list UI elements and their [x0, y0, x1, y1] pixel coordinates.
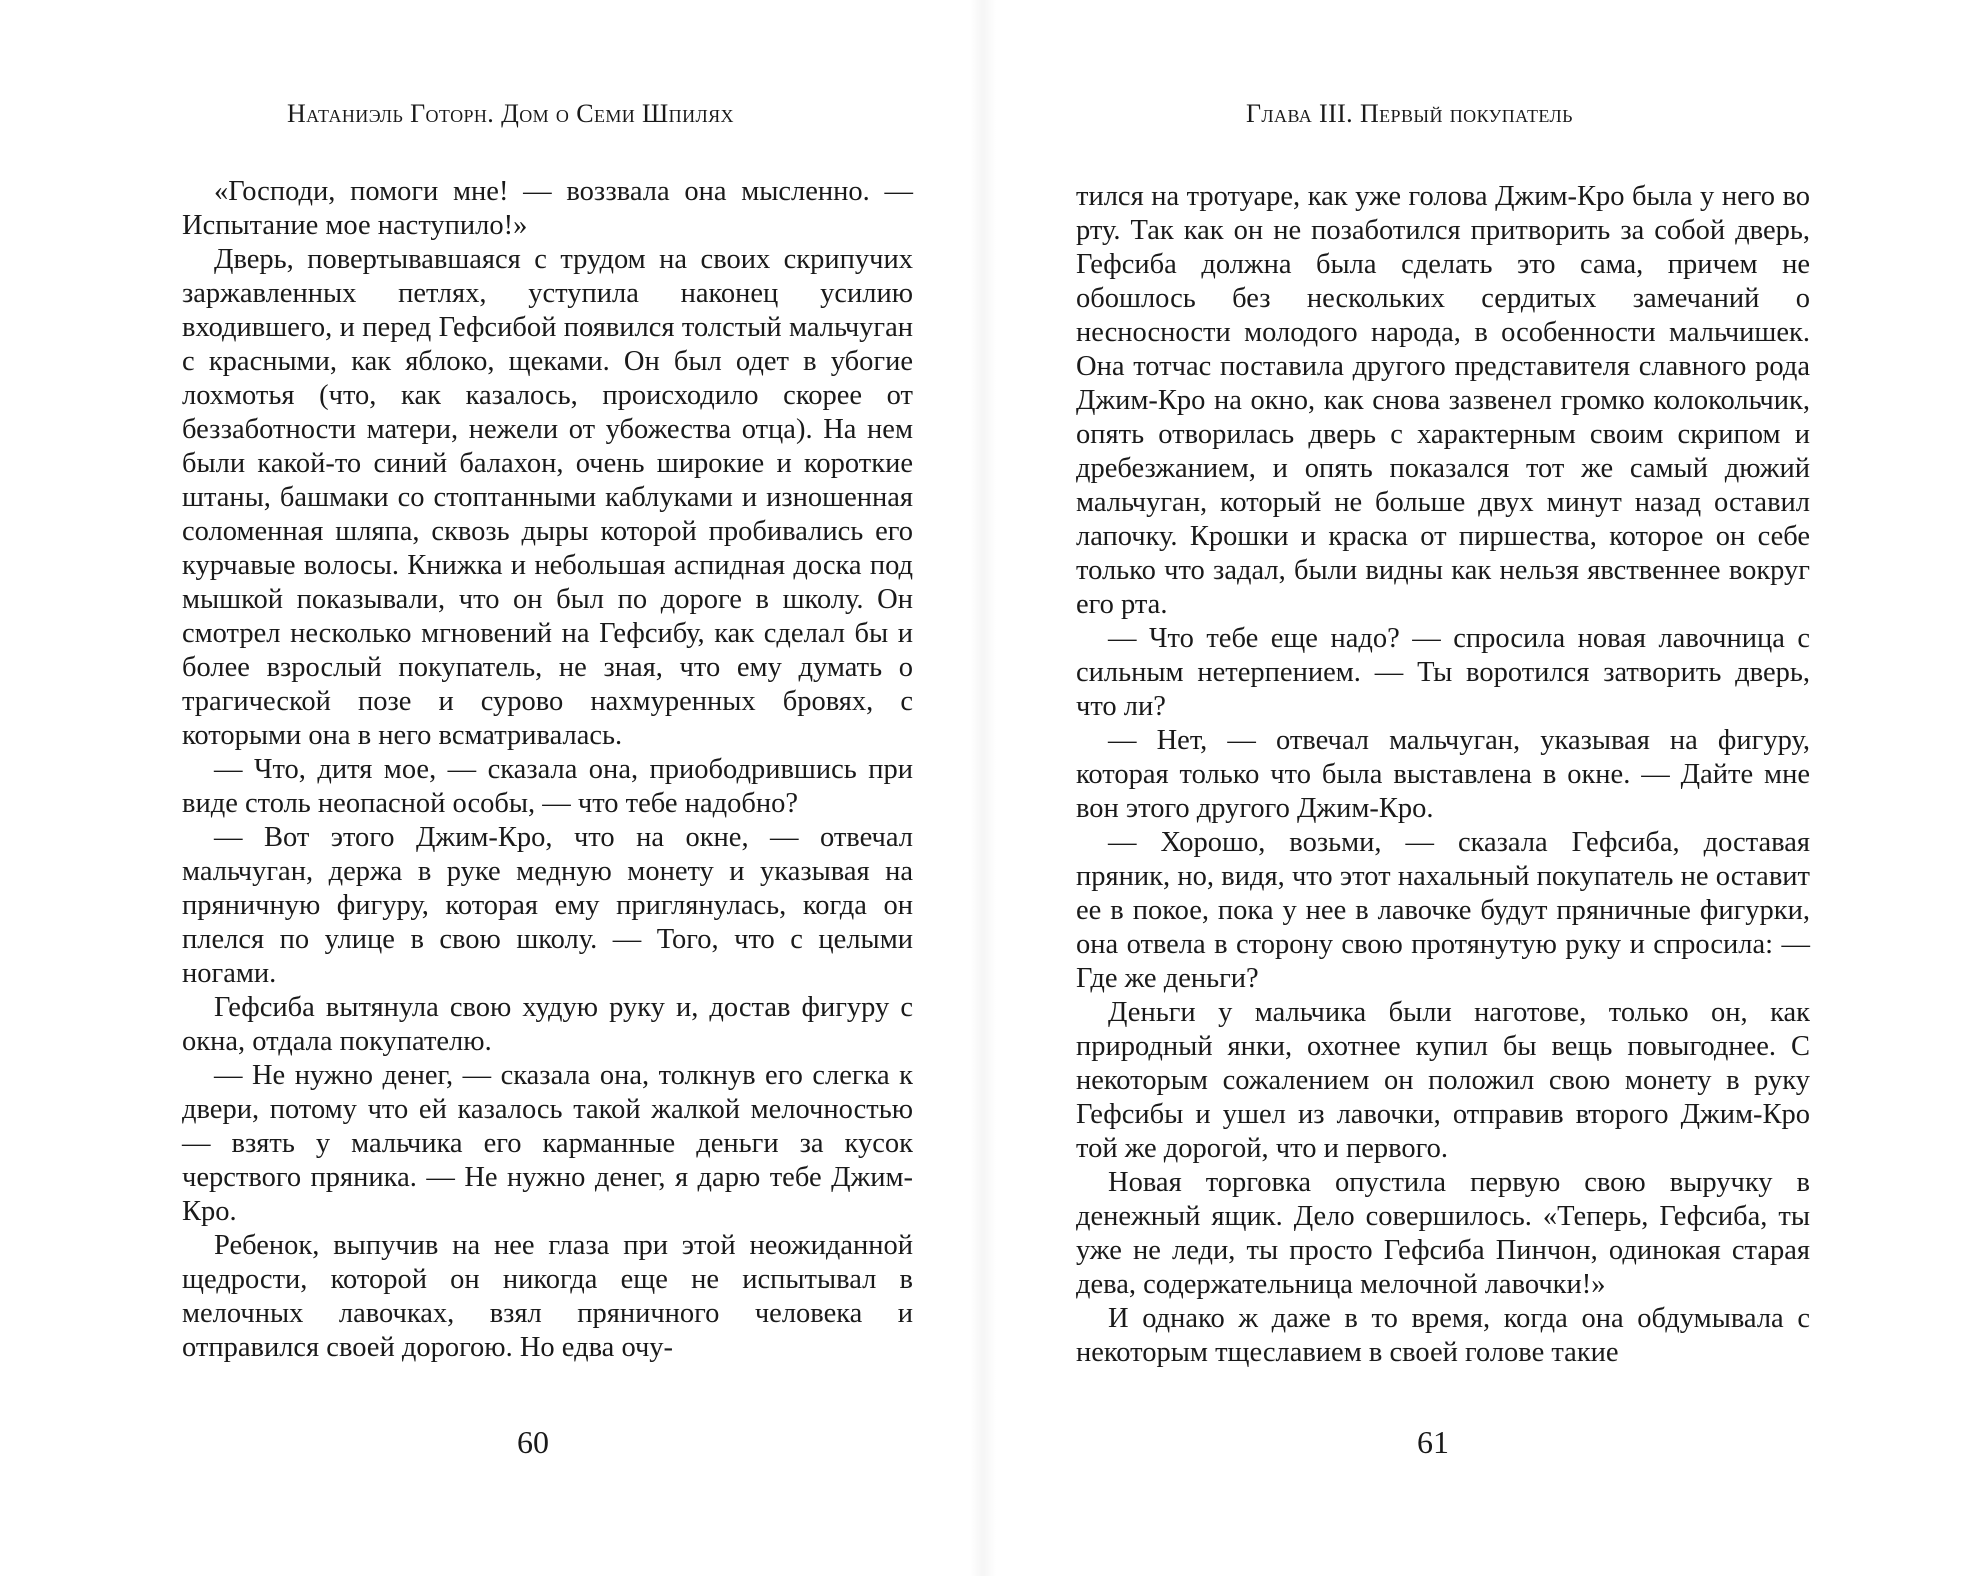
left-page-number: 60	[517, 1424, 549, 1460]
paragraph: «Господи, помоги мне! — воззвала она мысленно. — Испытание мое наступило!»	[182, 176, 913, 241]
paragraph: И однако ж даже в то время, когда она обдумывала с некоторым тщеславием в своей голове такие	[1076, 1303, 1810, 1368]
left-running-head: Натаниэль Готорн. Дом о Семи Шпилях	[287, 99, 734, 128]
right-page-number: 61	[1417, 1424, 1449, 1460]
paragraph: Дверь, повертывавшаяся с трудом на своих скрипучих заржавленных петлях, уступила наконец усилию входившего, и перед Гефсибой появился толстый мальчуган с красными, как яблоко, щеками. Он был одет в убогие лохмотья (что, как казалось, происходило скорее от беззаботности матери, нежели от убожества отца). На нем были какой-то синий балахон, очень широкие и короткие штаны, башмаки со стоптанными каблуками и изношенная соломенная шляпа, сквозь дыры которой пробивались его курчавые волосы. Книжка и небольшая аспидная доска под мышкой показывали, что он был по дороге в школу. Он смотрел несколько мгновений на Гефсибу, как сделал бы и более взрослый покупатель, не зная, что ему думать о трагической позе и сурово нахмуренных бровях, с которыми она в него всматривалась.	[182, 244, 913, 751]
paragraph: Деньги у мальчика были наготове, только он, как природный янки, охотнее купил бы вещь повыгоднее. С некоторым сожалением он положил свою монету в руку Гефсибы и ушел из лавочки, отправив второго Джим-Кро той же дорогой, что и первого.	[1076, 997, 1810, 1164]
paragraph: — Не нужно денег, — сказала она, толкнув его слегка к двери, потому что ей казалось такой жалкой мелочностью — взять у мальчика его карманные деньги за кусок черствого пряника. — Не нужно денег, я дарю тебе Джим-Кро.	[182, 1060, 913, 1227]
paragraph: тился на тротуаре, как уже голова Джим-Кро была у него во рту. Так как он не позаботился притворить за собой дверь, Гефсиба должна была сделать это сама, причем не обошлось без нескольких сердитых замечаний о несносности молодого народа, в особенности мальчишек. Она тотчас поставила другого представителя славного рода Джим-Кро на окно, как снова зазвенел громко колокольчик, опять отворилась дверь с характерным своим скрипом и дребезжанием, и опять показался тот же самый дюжий мальчуган, который не больше двух минут назад оставил лапочку. Крошки и краска от пиршества, которое он себе только что задал, были видны как нельзя явственнее вокруг его рта.	[1076, 181, 1810, 620]
paragraph: — Хорошо, возьми, — сказала Гефсиба, доставая пряник, но, видя, что этот нахальный покупатель не оставит ее в покое, пока у нее в лавочке будут пряничные фигурки, она отвела в сторону свою протянутую руку и спросила: — Где же деньги?	[1076, 827, 1810, 994]
right-body-text	[1076, 180, 1810, 1370]
paragraph: Новая торговка опустила первую свою выручку в денежный ящик. Дело совершилось. «Теперь, Гефсиба, ты уже не леди, ты просто Гефсиба Пинчон, одинокая старая дева, содержательница мелочной лавочки!»	[1076, 1167, 1810, 1300]
paragraph: Ребенок, выпучив на нее глаза при этой неожиданной щедрости, которой он никогда еще не испытывал в мелочных лавочках, взял пряничного человека и отправился своей дорогою. Но едва очу-	[182, 1230, 913, 1363]
paragraph: — Что, дитя мое, — сказала она, приободрившись при виде столь неопасной особы, — что тебе надобно?	[182, 754, 913, 819]
paragraph: Гефсиба вытянула свою худую руку и, достав фигуру с окна, отдала покупателю.	[182, 992, 913, 1057]
paragraph: — Что тебе еще надо? — спросила новая лавочница с сильным нетерпением. — Ты воротился затворить дверь, что ли?	[1076, 623, 1810, 722]
left-body-text	[182, 175, 913, 1365]
paragraph: — Вот этого Джим-Кро, что на окне, — отвечал мальчуган, держа в руке медную монету и указывая на пряничную фигуру, которая ему приглянулась, когда он плелся по улице в свою школу. — Того, что с целыми ногами.	[182, 822, 913, 989]
right-running-head: Глава III. Первый покупатель	[1246, 99, 1573, 128]
paragraph: — Нет, — отвечал мальчуган, указывая на фигуру, которая только что была выставлена в окне. — Дайте мне вон этого другого Джим-Кро.	[1076, 725, 1810, 824]
right-page	[983, 0, 1966, 1576]
